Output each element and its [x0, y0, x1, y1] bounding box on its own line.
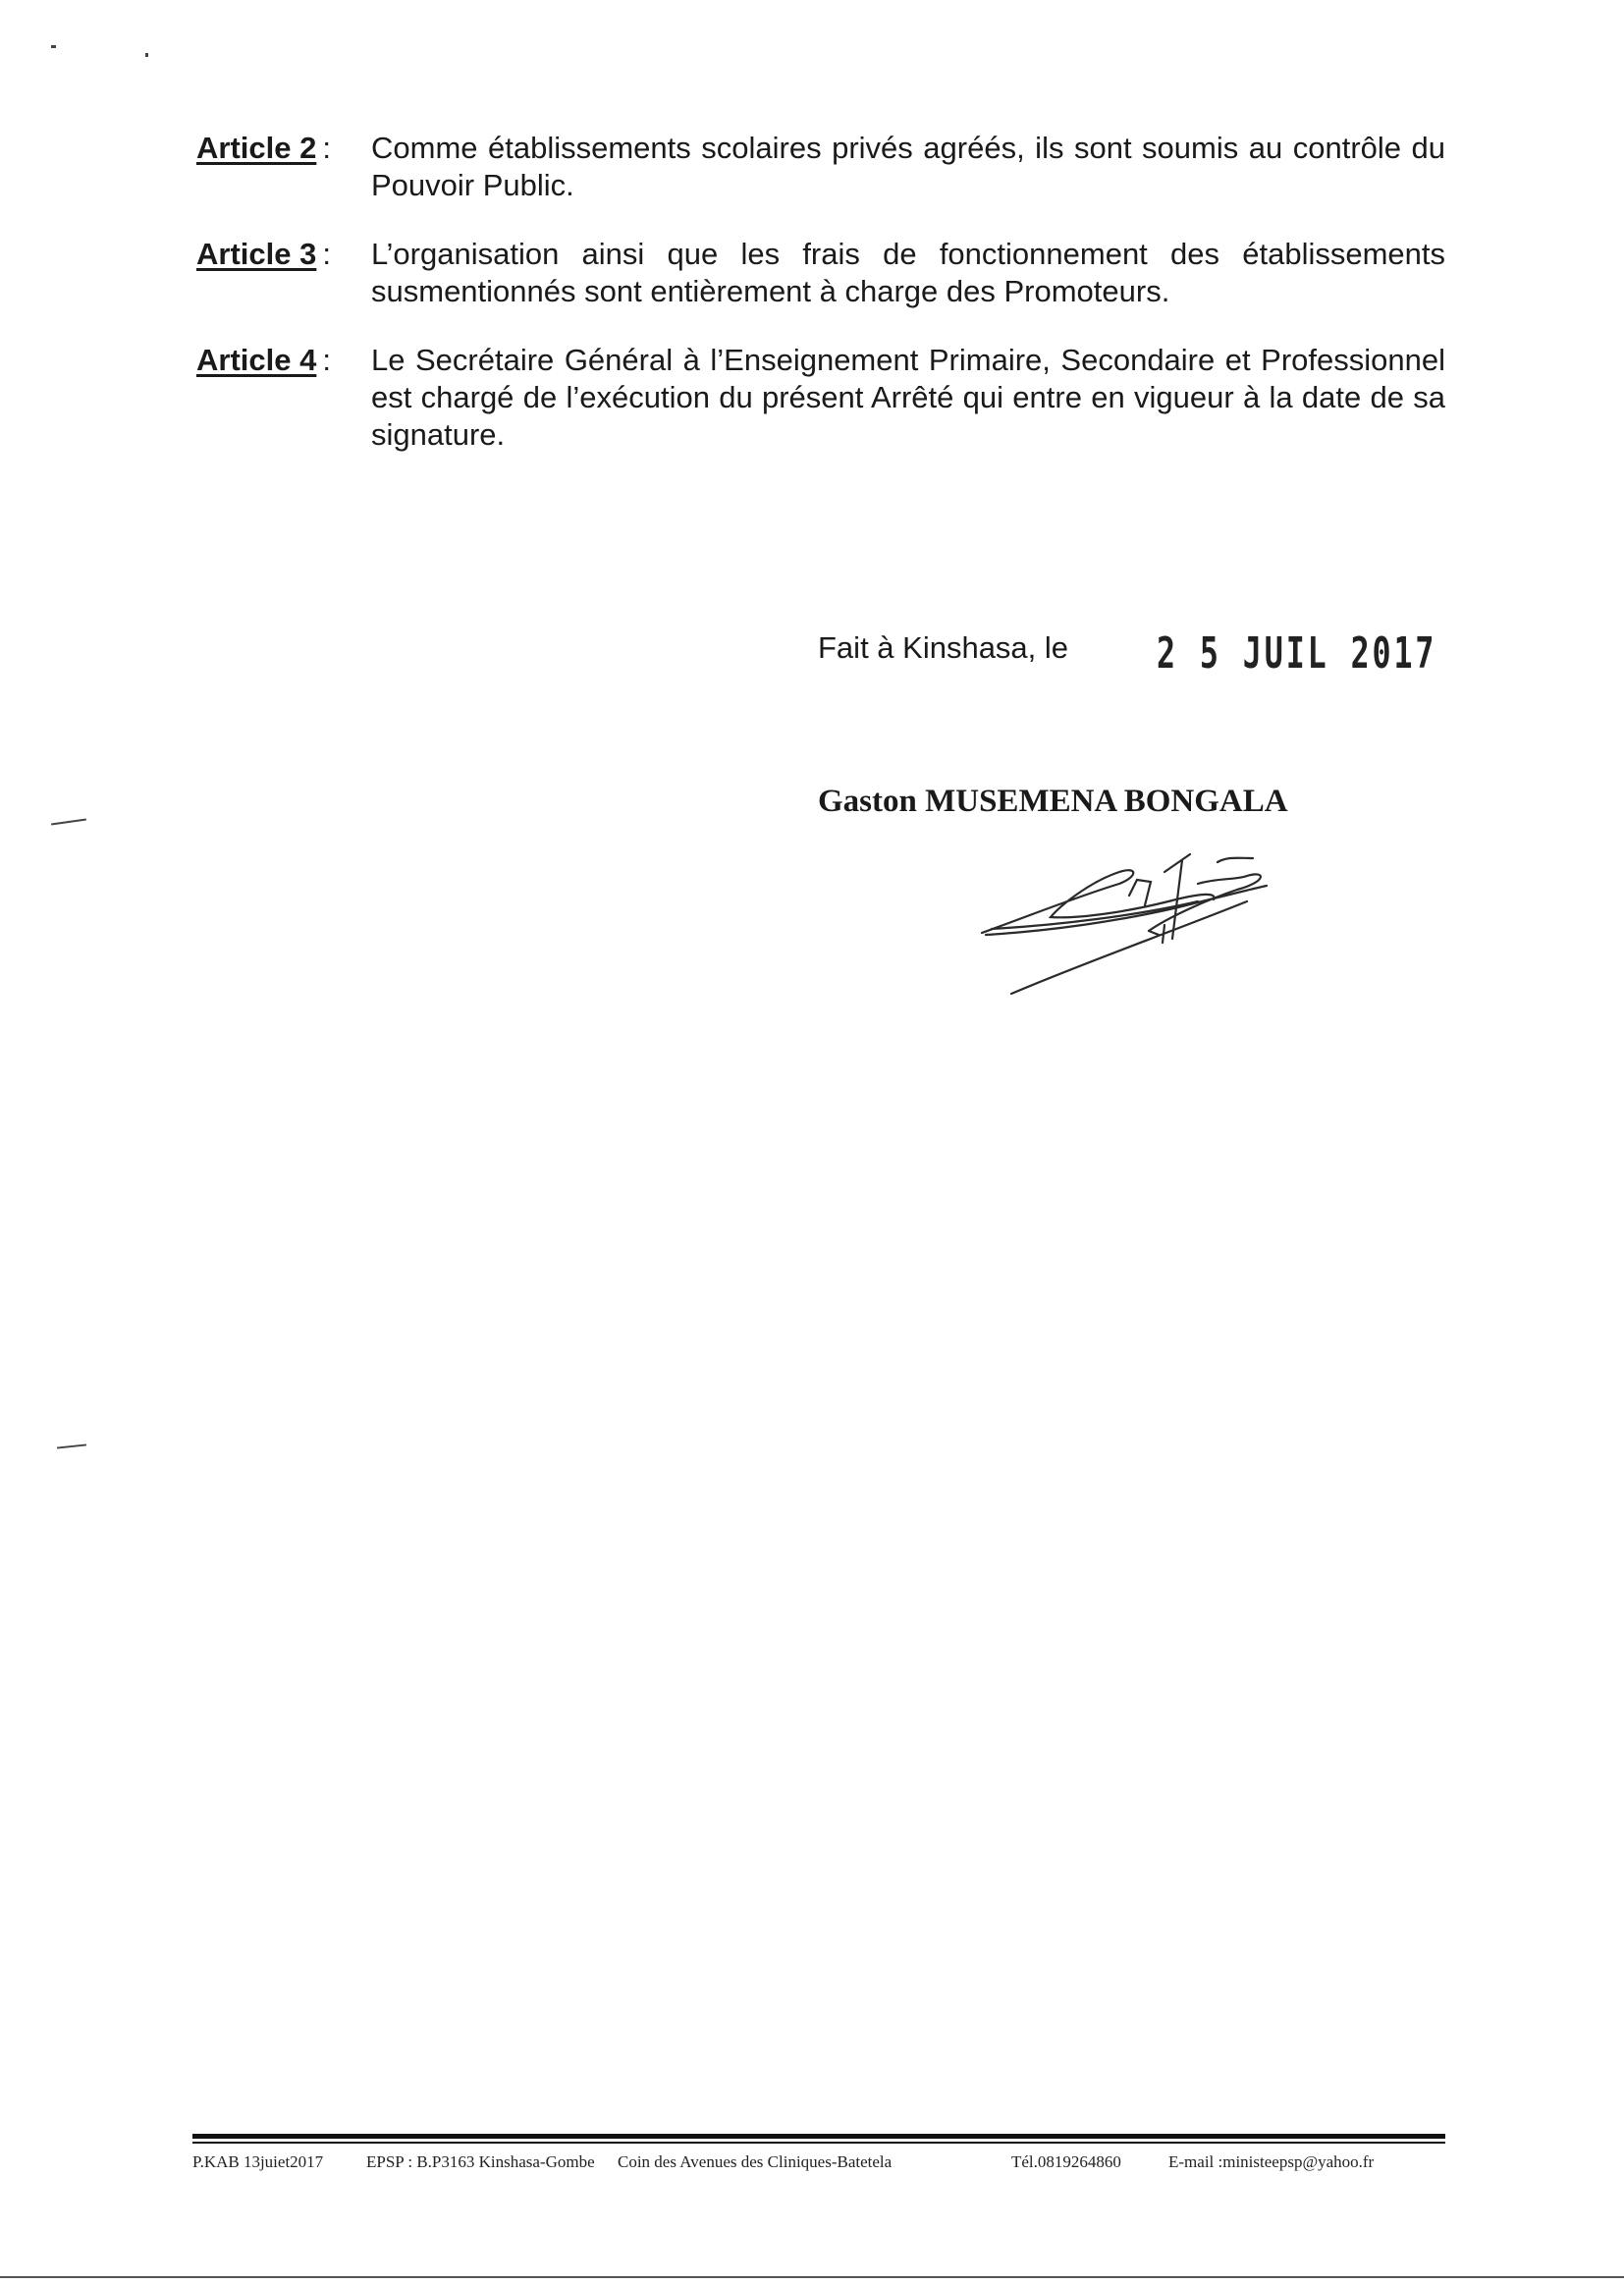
- stamped-date: 2 5 JUIL 2017: [1157, 628, 1437, 679]
- scan-bottom-edge: [0, 2276, 1624, 2278]
- scan-speck: [57, 1443, 86, 1448]
- footer-street: Coin des Avenues des Cliniques-Batetela: [618, 2152, 893, 2171]
- article-label: [196, 342, 371, 379]
- scan-speck: [145, 53, 148, 57]
- article-text: Le Secrétaire Général à l’Enseignement Primaire, Secondaire et Professionnel est chargé de l’exécution du présent Arrêté qui entre en vigueur à la date de sa signature.: [371, 343, 1445, 452]
- article-number: Article 4: [196, 343, 317, 377]
- footer-email: E-mail :ministeepsp@yahoo.fr: [1168, 2152, 1375, 2171]
- signing-place: Fait à Kinshasa, le: [818, 630, 1069, 665]
- articles-section: [196, 130, 1445, 485]
- footer-phone: Tél.0819264860: [1011, 2152, 1121, 2171]
- label-colon: :: [322, 237, 331, 271]
- article-label: [196, 236, 371, 273]
- article-2: [196, 130, 1445, 204]
- article-number: Article 3: [196, 237, 317, 271]
- label-colon: :: [322, 131, 331, 165]
- article-number: Article 2: [196, 131, 317, 165]
- article-text: Comme établissements scolaires privés agréés, ils sont soumis au contrôle du Pouvoir Public.: [371, 131, 1445, 202]
- signatory-name: Gaston MUSEMENA BONGALA: [818, 784, 1288, 819]
- footer-reference: P.KAB 13juiet2017: [192, 2152, 324, 2171]
- article-text: L’organisation ainsi que les frais de fonctionnement des établissements susmentionnés sont entièrement à charge des Promoteurs.: [371, 237, 1445, 308]
- footer-rule: [192, 2142, 1445, 2144]
- scan-speck: [51, 45, 56, 48]
- article-4: [196, 342, 1445, 454]
- handwritten-signature: [972, 837, 1326, 1004]
- article-3: [196, 236, 1445, 310]
- footer-rule: [192, 2134, 1445, 2139]
- scan-speck: [51, 819, 86, 826]
- footer-postal-box: EPSP : B.P3163 Kinshasa-Gombe: [366, 2152, 595, 2171]
- article-label: [196, 130, 371, 167]
- label-colon: :: [322, 343, 331, 377]
